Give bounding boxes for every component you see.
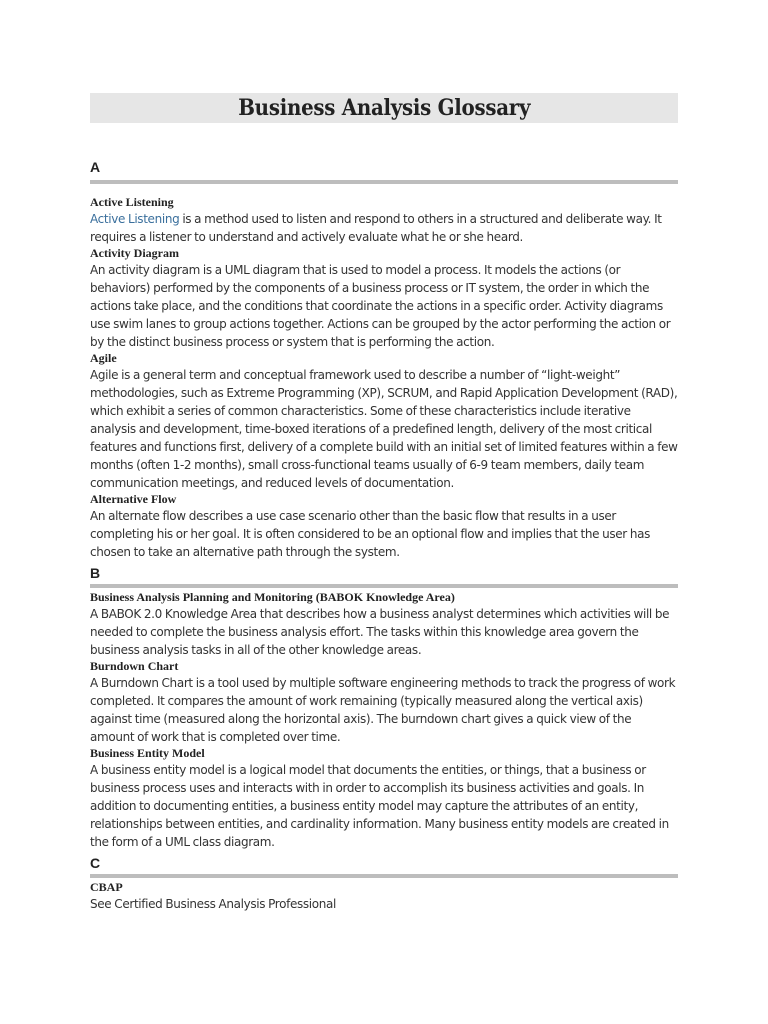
glossary-term: Agile [90,351,117,365]
glossary-definition: A Burndown Chart is a tool used by multiple software engineering methods to track the progress of work completed. It compares the amount of work remaining (typically measured along the vertical axis) against time (measured along the horizontal axis). The burndown chart gives a quick view of the amount of work that is completed over time. [90,676,676,744]
section-b [90,565,678,851]
glossary-definition: A BABOK 2.0 Knowledge Area that describes how a business analyst determines which activities will be needed to complete the business analysis effort. The tasks within this knowledge area govern the business analysis tasks in all of the other knowledge areas. [90,607,670,657]
section-divider [90,180,678,184]
glossary-term: Business Entity Model [90,746,205,760]
glossary-term: Active Listening [90,195,174,209]
glossary-definition: An activity diagram is a UML diagram that is used to model a process. It models the actions (or behaviors) performed by the components of a business process or IT system, the order in which the actions take place, and the conditions that coordinate the actions in a specific order. Activity diagrams use swim lanes to group actions together. Actions can be grouped by the actor performing the action or by the distinct business process or system that is performing the action. [90,263,671,349]
section-c [90,855,678,913]
glossary-term: Business Analysis Planning and Monitoring (BABOK Knowledge Area) [90,590,455,604]
glossary-definition: See Certified Business Analysis Professional [90,897,337,911]
page-title: Business Analysis Glossary [238,95,530,121]
definition-text: is a method used to listen and respond to others in a structured and deliberate way. It requires a listener to understand and actively evaluate what he or she heard. [90,212,662,244]
glossary-term: Activity Diagram [90,246,179,260]
glossary-definition: A business entity model is a logical model that documents the entities, or things, that a business or business process uses and interacts with in order to accomplish its business activities and goals. In addition to documenting entities, a business entity model may capture the attributes of an entity, relationships between entities, and cardinality information. Many business entity models are created in the form of a UML class diagram. [90,763,669,849]
glossary-term: Burndown Chart [90,659,179,673]
section-letter: C [90,855,101,871]
glossary-definition: Agile is a general term and conceptual framework used to describe a number of “light-weight” methodologies, such as Extreme Programming (XP), SCRUM, and Rapid Application Development (RAD), which exhibit a series of common characteristics. Some of these characteristics include iterative analysis and development, time-boxed iterations of a predefined length, delivery of the most critical features and functions first, delivery of a complete build with an initial set of limited features within a few months (often 1-2 months), small cross-functional teams usually of 6-9 team members, daily team communication meetings, and reduced levels of documentation. [90,368,678,490]
glossary-definition [90,210,678,246]
section-divider [90,874,678,878]
glossary-term: CBAP [90,880,123,894]
section-letter: B [90,565,101,581]
section-a [90,159,678,561]
term-link[interactable]: Active Listening [90,212,180,226]
section-letter: A [90,159,101,175]
glossary-term: Alternative Flow [90,492,177,506]
glossary-page [90,93,678,913]
section-divider [90,584,678,588]
title-banner [90,93,678,123]
glossary-definition: An alternate flow describes a use case scenario other than the basic flow that results in a user completing his or her goal. It is often considered to be an optional flow and implies that the user has chosen to take an alternative path through the system. [90,509,650,559]
